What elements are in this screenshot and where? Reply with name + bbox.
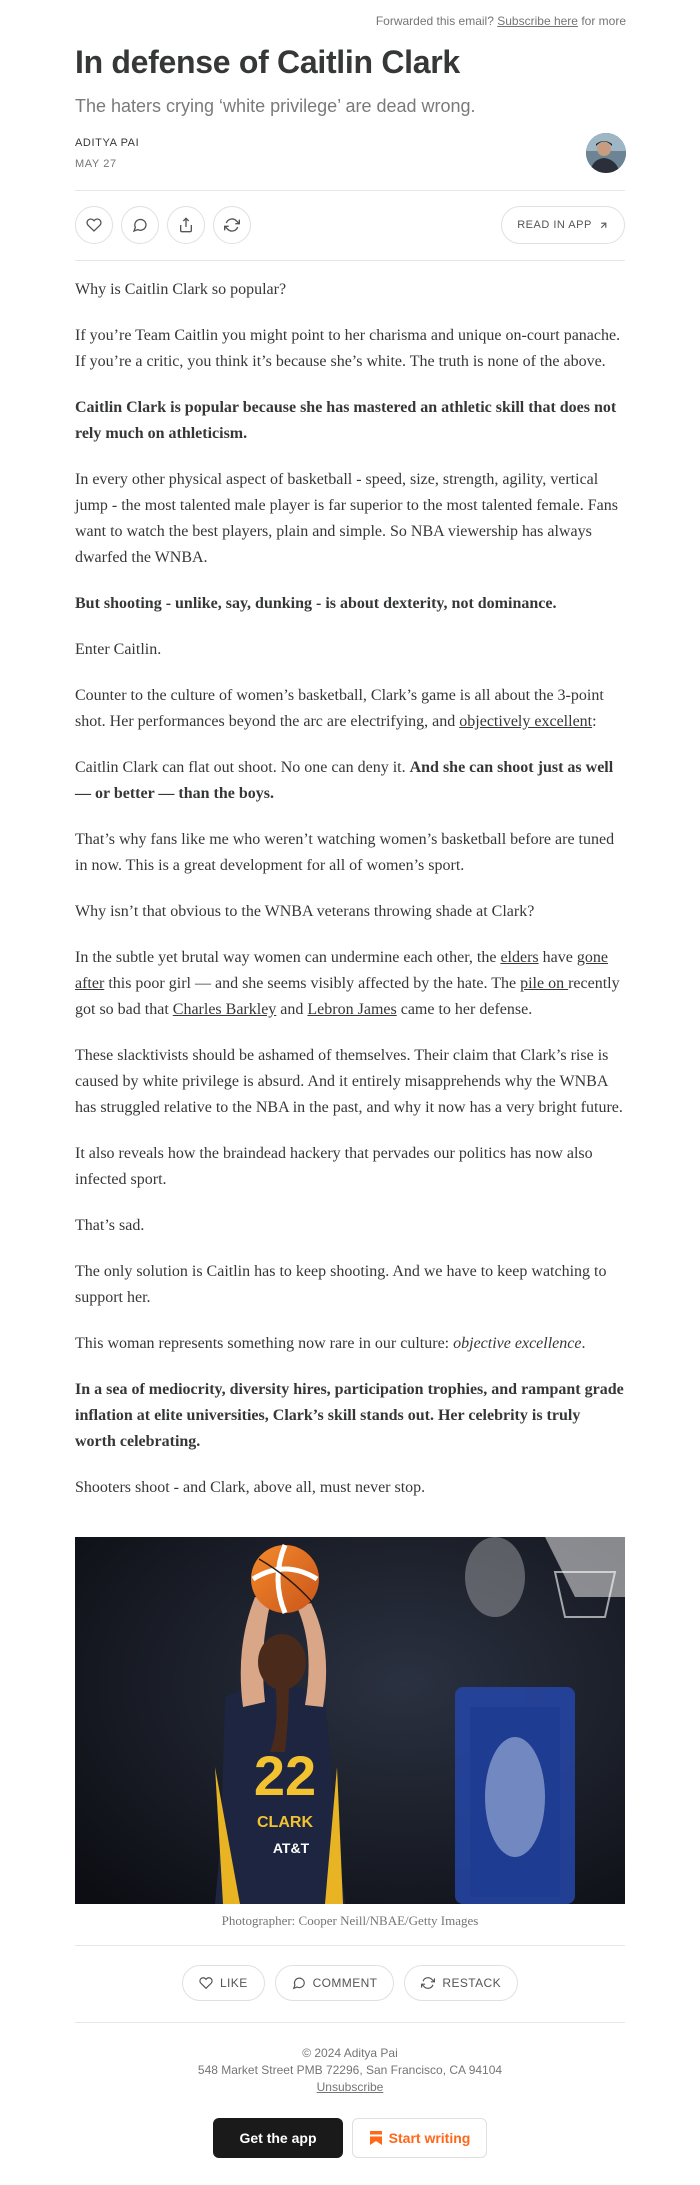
start-writing-button[interactable]	[352, 2118, 487, 2158]
heart-icon	[86, 217, 102, 233]
author-name[interactable]: ADITYA PAI	[75, 137, 140, 149]
start-writing-label: Start writing	[388, 2130, 471, 2146]
comment-button[interactable]	[121, 206, 159, 244]
paragraph: Caitlin Clark can flat out shoot. No one can deny it. And she can shoot just as well — or better — than the boys.	[75, 759, 614, 802]
like-label: LIKE	[219, 1976, 248, 1990]
jersey-number: 22	[253, 1744, 317, 1807]
forwarded-text: Forwarded this email?	[375, 14, 494, 28]
post-subtitle: The haters crying ‘white privilege’ are dead wrong.	[75, 96, 476, 116]
author-avatar[interactable]	[586, 133, 626, 173]
unsubscribe-link[interactable]: Unsubscribe	[316, 2080, 384, 2094]
paragraph: In every other physical aspect of basketball - speed, size, strength, agility, vertical jump - the most talented male player is far superior to the most talented female. Fans want to watch the best players, plain and simple. So NBA viewership has always dwarfed the WNBA.	[75, 471, 618, 566]
restack-button[interactable]	[213, 206, 251, 244]
read-in-app-button[interactable]	[501, 206, 625, 244]
photo-caption: Photographer: Cooper Neill/NBAE/Getty Images	[221, 1913, 479, 1928]
restack-action-button[interactable]	[404, 1965, 518, 2001]
comment-icon	[292, 1976, 306, 1990]
get-app-button[interactable]: Get the app	[213, 2118, 343, 2158]
paragraph: Why is Caitlin Clark so popular?	[75, 281, 287, 298]
paragraph	[75, 591, 625, 617]
paragraph: Why isn’t that obvious to the WNBA veterans throwing shade at Clark?	[75, 903, 535, 920]
paragraph: It also reveals how the braindead hackery that pervades our politics has now also infected sport.	[75, 1145, 593, 1188]
jersey-sponsor: AT&T	[272, 1840, 310, 1856]
header-divider	[75, 190, 625, 191]
bold-text: Caitlin Clark is popular because she has mastered an athletic skill that does not rely much on athleticism.	[75, 399, 617, 442]
post-date: MAY 27	[75, 158, 117, 170]
paragraph: If you’re Team Caitlin you might point to her charisma and unique on-court panache. If you’re a critic, you think it’s because she’s white. The truth is none of the above.	[75, 327, 621, 370]
forwarded-suffix: for more	[581, 14, 626, 28]
elders-link[interactable]: elders	[500, 949, 539, 966]
paragraph	[75, 1377, 625, 1455]
like-action-button[interactable]	[182, 1965, 265, 2001]
charles-barkley-link[interactable]: Charles Barkley	[172, 1001, 277, 1018]
comment-icon	[132, 217, 148, 233]
restack-icon	[421, 1976, 435, 1990]
caption-divider	[75, 1945, 625, 1946]
like-button[interactable]	[75, 206, 113, 244]
bookmark-icon	[369, 2130, 383, 2146]
paragraph: This woman represents something now rare in our culture: objective excellence.	[75, 1335, 586, 1352]
share-button[interactable]	[167, 206, 205, 244]
post-photo[interactable]	[75, 1537, 625, 1904]
lebron-james-link[interactable]: Lebron James	[307, 1001, 397, 1018]
paragraph: In the subtle yet brutal way women can undermine each other, the elders have gone after this poor girl — and she seems visibly affected by the hate. The pile on recently got so bad that Charles Barkley and Lebron James came to her defense.	[75, 949, 620, 1018]
bold-text: But shooting - unlike, say, dunking - is about dexterity, not dominance.	[75, 595, 557, 612]
paragraph: That’s why fans like me who weren’t watching women’s basketball before are tuned in now. This is a great development for all of women’s sport.	[75, 831, 615, 874]
bold-text: In a sea of mediocrity, diversity hires, participation trophies, and rampant grade inflation at elite universities, Clark’s skill stands out. Her celebrity is truly worth celebrating.	[75, 1381, 624, 1450]
post-title[interactable]: In defense of Caitlin Clark	[75, 44, 460, 80]
gone-after-link[interactable]: gone after	[75, 949, 608, 992]
paragraph: That’s sad.	[75, 1217, 145, 1234]
share-icon	[178, 217, 194, 233]
post-actions	[75, 1965, 625, 2001]
footer	[75, 2045, 625, 2096]
post-body	[75, 277, 625, 1521]
read-in-app-label: READ IN APP	[517, 219, 592, 231]
address: 548 Market Street PMB 72296, San Francisco, CA 94104	[197, 2063, 503, 2077]
jersey-name: CLARK	[257, 1814, 313, 1831]
actions-divider	[75, 2022, 625, 2023]
objectively-excellent-link[interactable]: objectively excellent	[459, 713, 593, 730]
subscribe-link[interactable]: Subscribe here	[497, 14, 578, 28]
paragraph: Counter to the culture of women’s basketball, Clark’s game is all about the 3-point shot. Her performances beyond the arc are electrifying, and objectively excellent:	[75, 687, 604, 730]
comment-label: COMMENT	[312, 1976, 378, 1990]
italic-text: objective excellence	[453, 1335, 582, 1352]
heart-icon	[199, 1976, 213, 1990]
arrow-up-right-icon	[598, 220, 609, 231]
forwarded-notice	[376, 14, 626, 28]
paragraph: These slacktivists should be ashamed of themselves. Their claim that Clark’s rise is caused by white privilege is absurd. And it entirely misapprehends why the WNBA has struggled relative to the NBA in the past, and why it now has a very bright future.	[75, 1047, 623, 1116]
paragraph: The only solution is Caitlin has to keep shooting. And we have to keep watching to support her.	[75, 1263, 607, 1306]
paragraph	[75, 395, 625, 447]
comment-action-button[interactable]	[275, 1965, 395, 2001]
restack-icon	[224, 217, 240, 233]
pile-on-link[interactable]: pile on	[520, 975, 569, 992]
paragraph: Shooters shoot - and Clark, above all, must never stop.	[75, 1479, 426, 1496]
paragraph: Enter Caitlin.	[75, 641, 162, 658]
copyright: © 2024 Aditya Pai	[302, 2046, 398, 2060]
bold-text: And she can shoot just as well — or better — than the boys.	[75, 759, 614, 802]
toolbar-divider	[75, 260, 625, 261]
restack-label: RESTACK	[442, 1976, 501, 1990]
